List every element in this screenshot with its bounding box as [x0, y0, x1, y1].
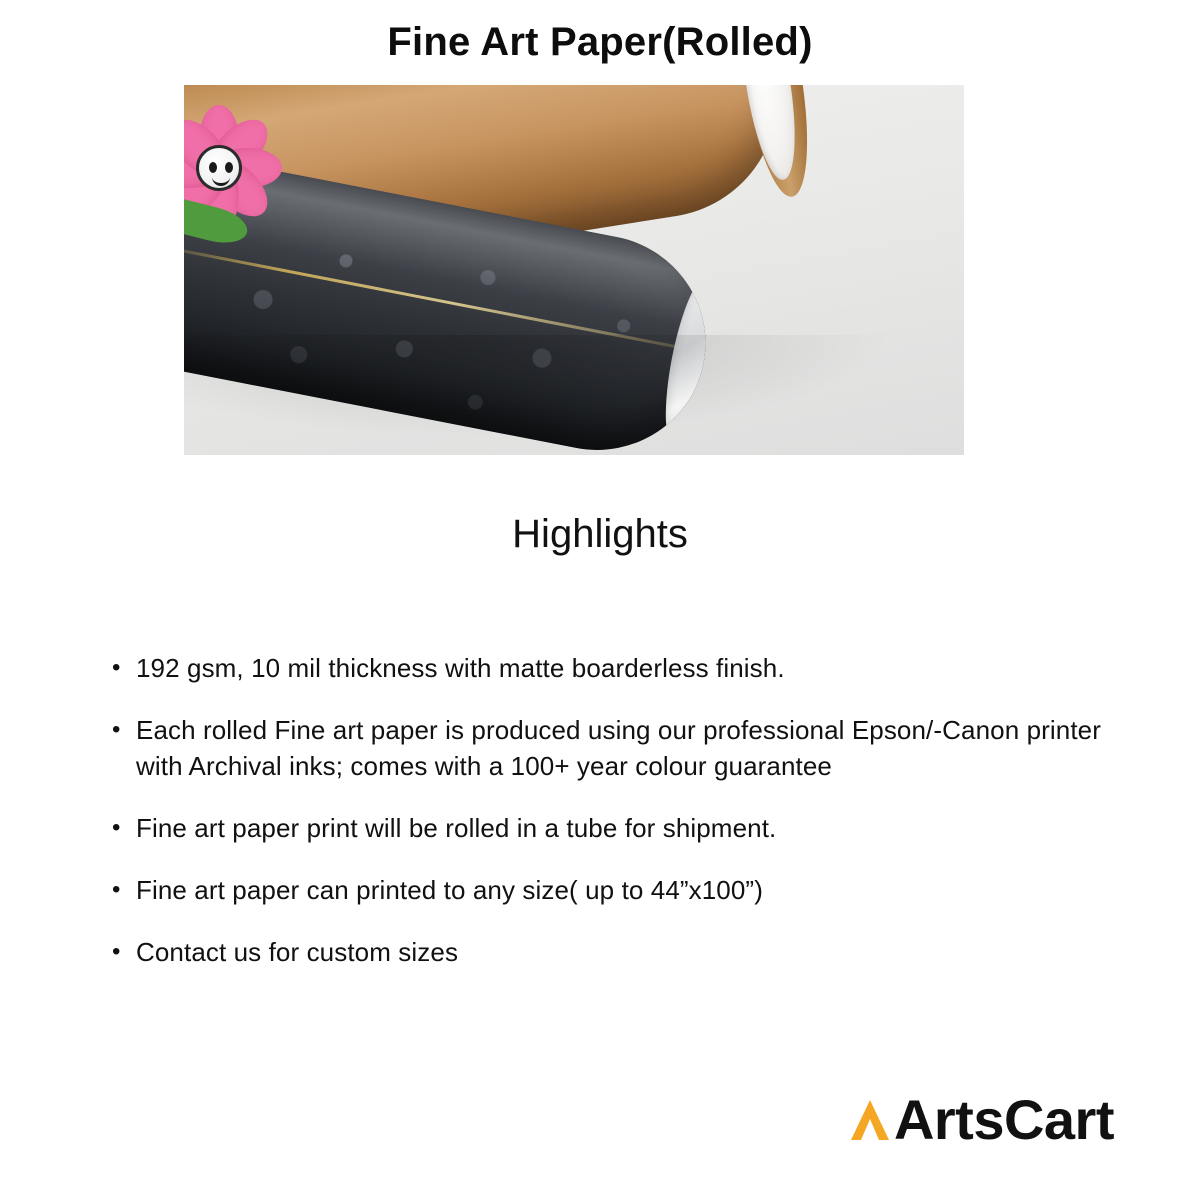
list-item: [112, 872, 1122, 908]
flower-artwork-icon: [184, 103, 314, 253]
brand-logo: [848, 1088, 1114, 1151]
list-item: [112, 650, 1122, 686]
list-item-text: Contact us for custom sizes: [136, 937, 459, 967]
section-title: Highlights: [512, 512, 688, 556]
photo-shadow: [184, 335, 964, 455]
bullet-icon: •: [112, 716, 121, 743]
bullet-icon: •: [112, 814, 121, 841]
bullet-icon: •: [112, 654, 121, 681]
bullet-icon: •: [112, 876, 121, 903]
list-item-text: Each rolled Fine art paper is produced using our professional Epson/-Canon printer with Archival inks; comes with a 100+ year colour guarantee: [136, 715, 1101, 781]
a-mark-icon: [848, 1097, 892, 1143]
brand-name: ArtsCart: [893, 1088, 1114, 1151]
list-item: [112, 810, 1122, 846]
page-title: Fine Art Paper(Rolled): [387, 20, 813, 64]
list-item-text: Fine art paper print will be rolled in a tube for shipment.: [136, 813, 777, 843]
list-item: [112, 934, 1122, 970]
list-item-text: 192 gsm, 10 mil thickness with matte boarderless finish.: [136, 653, 785, 683]
flower-face: [196, 145, 242, 191]
highlights-list: [112, 650, 1122, 996]
list-item-text: Fine art paper can printed to any size( up to 44”x100”): [136, 875, 763, 905]
product-photo: [184, 85, 964, 455]
bullet-icon: •: [112, 938, 121, 965]
list-item: [112, 712, 1122, 784]
